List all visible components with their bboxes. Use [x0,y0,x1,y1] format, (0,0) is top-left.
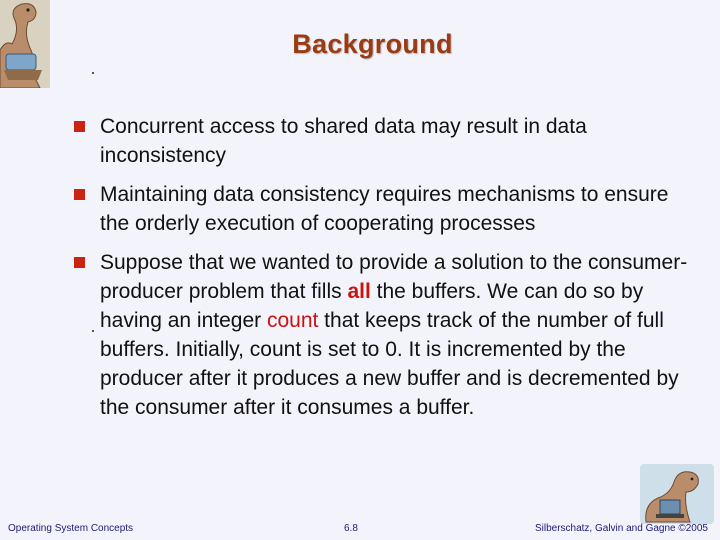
footer-page-number: 6.8 [344,523,358,534]
bullet-text: Maintaining data consistency requires mechanisms to ensure the orderly execution of cooperating processes [100,183,669,235]
square-bullet-icon [74,257,85,268]
stray-dot [92,72,94,74]
footer-book-title: Operating System Concepts [8,523,134,534]
square-bullet-icon [74,121,85,132]
bullet-list [74,112,694,432]
slide-title: Background [292,29,453,59]
footer-authors: Silberschatz, Galvin and Gagne ©2005 [534,523,708,534]
highlight-all: all [347,280,371,303]
bullet-text-part: Suppose that we wanted to provide a solution to the consumer-producer problem that fills [100,251,688,303]
highlight-count: count [266,309,319,332]
bullet-item [74,248,694,422]
square-bullet-icon [74,189,85,200]
bullet-item [74,180,694,238]
bullet-text-part: that keeps track of the number of full buffers. Initially, count is set to 0. It is incremented by the producer after it produces a new buffer and is decremented by the consumer after it consumes a buffer. [100,309,679,419]
bullet-text-part: the buffers. We can do so by having an integer [100,280,644,332]
dinosaur-bottom-right-image [640,464,714,524]
bullet-text: Concurrent access to shared data may result in data inconsistency [100,115,587,167]
bullet-item [74,112,694,170]
